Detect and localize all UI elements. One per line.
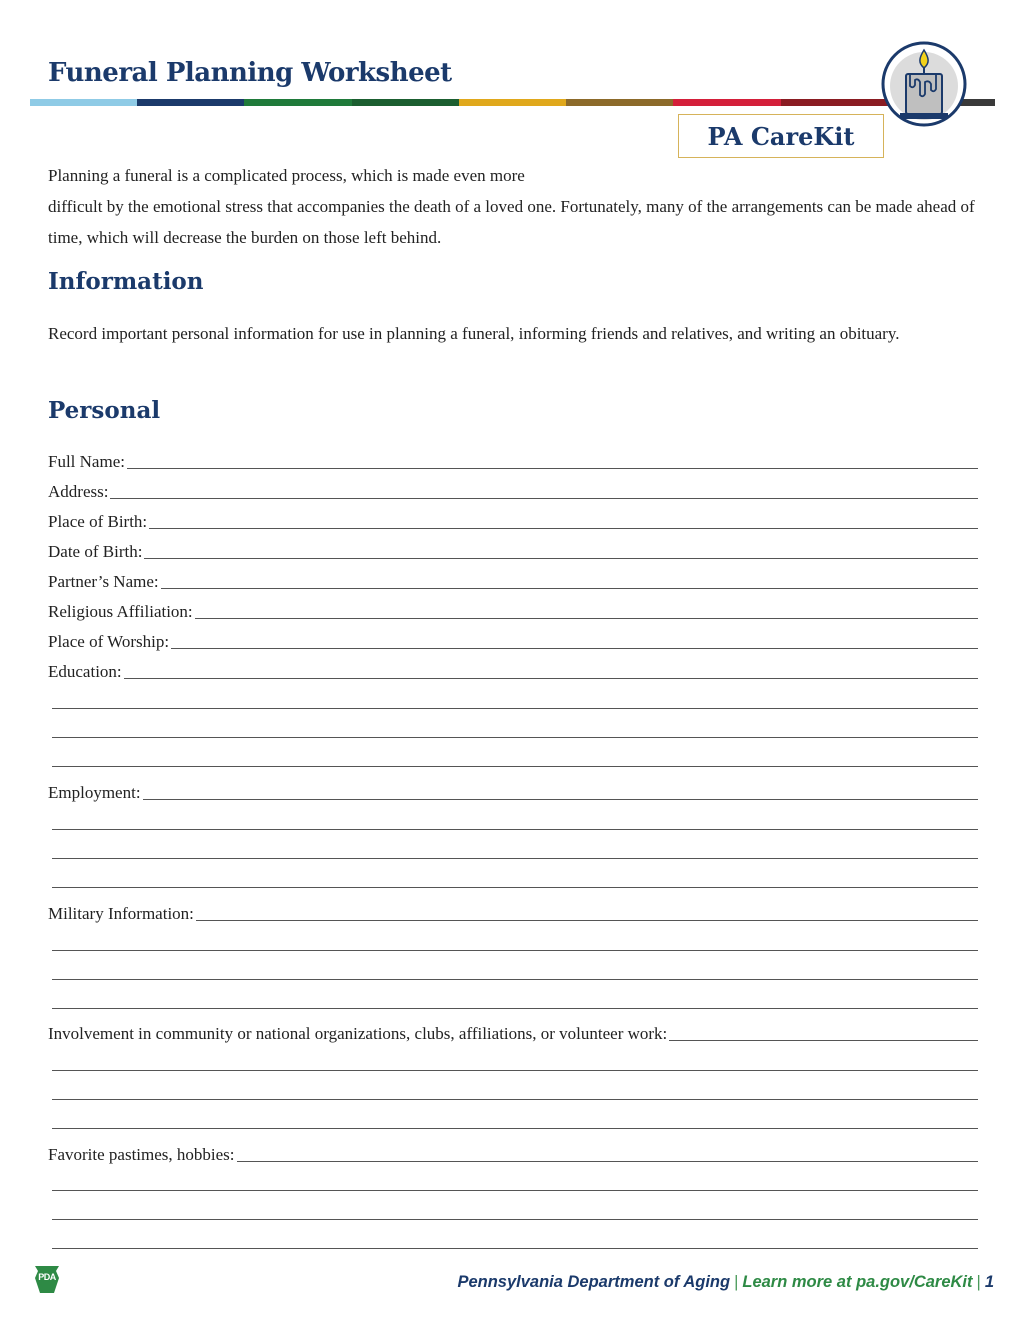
- military-blank-line[interactable]: [52, 979, 978, 980]
- footer-page-number: 1: [984, 1273, 994, 1291]
- pa-carekit-badge: PA CareKit: [678, 114, 884, 158]
- favorite-pastimes-field[interactable]: [48, 1141, 978, 1165]
- color-bar-segment: [30, 99, 137, 106]
- pastimes-blank-line[interactable]: [52, 1219, 978, 1220]
- intro-paragraph: [48, 160, 988, 253]
- personal-heading: Personal: [48, 397, 161, 424]
- color-bar-segment: [244, 99, 351, 106]
- address-field[interactable]: [48, 478, 978, 502]
- employment-input-line[interactable]: [143, 798, 978, 800]
- involvement-blank-line[interactable]: [52, 1128, 978, 1129]
- information-text: Record important personal information for use in planning a funeral, informing friends and relatives, and writing an obituary.: [48, 324, 900, 343]
- involvement-label: Involvement in community or national organizations, clubs, affiliations, or volunteer work:: [48, 1024, 668, 1043]
- employment-blank-line[interactable]: [52, 858, 978, 859]
- involvement-input-line[interactable]: [669, 1039, 978, 1041]
- information-heading: Information: [48, 268, 204, 295]
- military-blank-line[interactable]: [52, 950, 978, 951]
- education-blank-line[interactable]: [52, 708, 978, 709]
- partners-name-input-line[interactable]: [161, 587, 978, 589]
- place-of-birth-label: Place of Birth:: [48, 512, 148, 531]
- partners-name-label: Partner’s Name:: [48, 572, 159, 591]
- religious-affiliation-input-line[interactable]: [195, 617, 978, 619]
- education-label: Education:: [48, 662, 122, 681]
- color-bar-segment: [137, 99, 244, 106]
- pda-keystone-logo: [32, 1265, 62, 1295]
- education-input-line[interactable]: [124, 677, 978, 679]
- partners-name-field[interactable]: [48, 568, 978, 592]
- color-bar-segment: [459, 99, 566, 106]
- place-of-birth-input-line[interactable]: [149, 527, 978, 529]
- pda-logo-text: PDA: [38, 1272, 56, 1282]
- intro-line-2: difficult by the emotional stress that accompanies the death of a loved one. Fortunately, many of the arrangements can be made ahead of time, which will decrease the burden on those left behind.: [48, 197, 975, 247]
- color-bar-segment: [352, 99, 459, 106]
- place-of-worship-input-line[interactable]: [171, 647, 978, 649]
- intro-line-1: Planning a funeral is a complicated process, which is made even more: [48, 166, 525, 185]
- employment-blank-line[interactable]: [52, 829, 978, 830]
- full-name-label: Full Name:: [48, 452, 125, 471]
- date-of-birth-input-line[interactable]: [144, 557, 978, 559]
- footer-learn-more-link[interactable]: Learn more at pa.gov/CareKit: [742, 1273, 973, 1291]
- footer-department: Pennsylvania Department of Aging: [457, 1273, 731, 1291]
- date-of-birth-label: Date of Birth:: [48, 542, 143, 561]
- military-information-label: Military Information:: [48, 904, 194, 923]
- color-bar-segment: [781, 99, 888, 106]
- address-input-line[interactable]: [110, 497, 978, 499]
- favorite-pastimes-label: Favorite pastimes, hobbies:: [48, 1145, 235, 1164]
- military-information-input-line[interactable]: [196, 919, 978, 921]
- full-name-input-line[interactable]: [127, 467, 978, 469]
- employment-field[interactable]: [48, 779, 978, 803]
- footer-separator: |: [734, 1273, 739, 1291]
- place-of-worship-label: Place of Worship:: [48, 632, 170, 651]
- footer-separator: |: [976, 1273, 981, 1291]
- education-blank-line[interactable]: [52, 737, 978, 738]
- employment-label: Employment:: [48, 783, 141, 802]
- military-information-field[interactable]: [48, 900, 978, 924]
- involvement-blank-line[interactable]: [52, 1070, 978, 1071]
- date-of-birth-field[interactable]: [48, 538, 978, 562]
- education-field[interactable]: [48, 658, 978, 682]
- place-of-birth-field[interactable]: [48, 508, 978, 532]
- military-blank-line[interactable]: [52, 1008, 978, 1009]
- pastimes-blank-line[interactable]: [52, 1248, 978, 1249]
- place-of-worship-field[interactable]: [48, 628, 978, 652]
- employment-blank-line[interactable]: [52, 887, 978, 888]
- candle-logo-icon: [880, 40, 968, 132]
- education-blank-line[interactable]: [52, 766, 978, 767]
- religious-affiliation-label: Religious Affiliation:: [48, 602, 193, 621]
- pastimes-blank-line[interactable]: [52, 1190, 978, 1191]
- page-title: Funeral Planning Worksheet: [48, 58, 452, 88]
- color-bar-segment: [673, 99, 780, 106]
- full-name-field[interactable]: [48, 448, 978, 472]
- color-bar: [30, 99, 995, 106]
- involvement-blank-line[interactable]: [52, 1099, 978, 1100]
- favorite-pastimes-input-line[interactable]: [237, 1160, 978, 1162]
- address-label: Address:: [48, 482, 109, 501]
- color-bar-segment: [566, 99, 673, 106]
- involvement-field[interactable]: [48, 1020, 978, 1044]
- footer: [457, 1273, 994, 1292]
- religious-affiliation-field[interactable]: [48, 598, 978, 622]
